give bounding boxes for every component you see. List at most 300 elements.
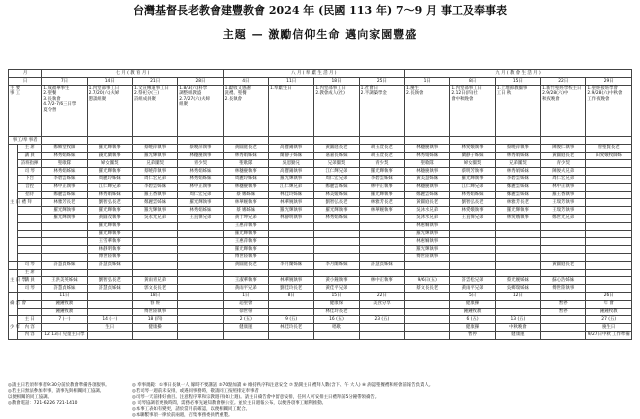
duty-cell: 江仁輝兄弟	[450, 183, 495, 191]
youth-cell: 9/27日中秋 工作準備	[587, 332, 630, 338]
duty-role-label: 講 員	[18, 152, 42, 160]
duty-cell: 林愛娥執事	[450, 207, 495, 215]
duty-cell	[495, 253, 540, 261]
small-cell: 郭文長長老	[132, 285, 177, 293]
duty-cell: 林秀娟姊妹	[314, 214, 359, 222]
small-cell: 15日	[314, 292, 359, 300]
duty-role-label	[18, 207, 42, 215]
duty-cell: 蔡明芳執事	[450, 168, 495, 176]
duty-cell: 錢光蘭執事	[87, 152, 132, 160]
duty-role-label: 主 席	[18, 144, 42, 152]
duty-cell	[541, 230, 586, 238]
duty-cell: 羅光輝執事	[359, 191, 404, 199]
duty-cell: 周仁宏兄弟	[314, 175, 359, 183]
month-header: 九 月 ( 教 會 生 活 月 )	[405, 70, 632, 78]
small-cell	[450, 269, 495, 277]
offering-cell: 李月蘭姊妹	[268, 261, 313, 269]
youth-cell	[314, 331, 359, 339]
small-cell: 鍾鍾牧教	[42, 300, 87, 308]
duty-cell	[359, 246, 404, 254]
youth-cell: 健康運	[495, 331, 540, 339]
small-cell	[178, 300, 223, 308]
event-cell: 1.成福華事生 2.聖餐 3.長執會 4.7/2-7/6三日學 夏令營	[42, 86, 87, 137]
duty-cell	[586, 199, 632, 207]
offering-cell: 許慧貞姊妹	[359, 261, 404, 269]
duty-cell	[541, 246, 586, 254]
small-cell: 健康操	[450, 300, 495, 308]
youth-cell: 林佳玲長老	[268, 324, 313, 332]
small-cell	[268, 308, 313, 316]
duty-cell: 羅光輝執事	[450, 175, 495, 183]
youth-cell: 18 (四)	[132, 316, 177, 324]
duty-cell: 蔡 娜姊妹	[223, 191, 268, 199]
duty-cell	[314, 238, 359, 246]
date-label: 日	[9, 78, 42, 86]
small-cell	[178, 308, 223, 316]
duty-role-label: 司 琴	[18, 168, 42, 176]
small-cell: 22日	[359, 292, 404, 300]
small-cell: 黃雨平兄弟	[223, 285, 268, 293]
duty-cell: 黃圓庭長老	[223, 144, 268, 152]
duty-cell: 吳恩勤兄	[268, 160, 313, 168]
duty-header-spacer	[42, 137, 87, 145]
small-cell: 許慧貞姊妹	[42, 285, 87, 293]
small-cell	[268, 269, 313, 277]
small-cell: 18日	[132, 292, 177, 300]
duty-cell: 傅世陸執事	[87, 253, 132, 261]
duty-cell: 羅光輝執事	[314, 207, 359, 215]
duty-row	[9, 222, 632, 230]
duty-cell: 林美媛姊妹	[314, 191, 359, 199]
small-cell: 林中正執事	[359, 277, 404, 285]
duty-cell: 林秀娟姊妹	[178, 168, 223, 176]
duty-cell: 江仁輝兄弟	[87, 183, 132, 191]
duty-cell: 劉智弘長老	[314, 199, 359, 207]
document-title: 台灣基督長老教會建豐教會 2024 年 (民國 113 年) 7～9 月 事工及奉事表	[133, 4, 507, 17]
duty-cell: 林中正執事	[541, 183, 586, 191]
small-cell	[42, 269, 87, 277]
duty-cell: 蔡 娜姊妹	[223, 207, 268, 215]
note-line: ◎若司琴一週前未安排，或遇同事務時，敬請同工按照排定奉事者	[132, 389, 259, 394]
duty-cell: 林穗慶執事	[405, 168, 450, 176]
event-cell: 1.內堂部事工日 2.教會成人(社)	[314, 86, 359, 137]
small-cell: 黃雨青兄弟	[132, 277, 177, 285]
duty-header-spacer	[314, 137, 359, 145]
small-role-label	[18, 292, 42, 300]
duty-cell: 王瑞芳執事	[541, 207, 586, 215]
duty-cell: 蘭靜子姊妹	[450, 152, 495, 160]
youth-role-label: 內 容	[18, 324, 42, 332]
duty-cell	[42, 222, 87, 230]
small-role-label: 司 琴	[18, 285, 42, 293]
duty-role-label	[18, 253, 42, 261]
small-cell: 劉智弘長老	[87, 277, 132, 285]
duty-role-label: 招待	[18, 191, 42, 199]
duty-cell: 林愛娥執事	[450, 144, 495, 152]
duty-cell	[495, 238, 540, 246]
duty-cell	[586, 175, 632, 183]
schedule-table	[8, 69, 632, 340]
duty-cell: 李碧雲姊妹	[42, 175, 87, 183]
duty-cell: 李碧雲姊妹	[495, 175, 540, 183]
small-cell	[87, 308, 132, 316]
duty-cell	[586, 214, 632, 222]
event-cell: 1.8/3(六)科學 調整組教盛 2.7/27(六)夫婦 組聚	[178, 86, 223, 137]
duty-cell	[495, 246, 540, 254]
duty-cell	[42, 230, 87, 238]
offering-cell	[450, 261, 495, 269]
duty-cell	[268, 238, 313, 246]
duty-cell: 羅光輝執事	[87, 207, 132, 215]
events-row	[9, 86, 632, 137]
date-cell: 15日	[495, 78, 540, 86]
youth-cell: 暫停	[450, 331, 495, 339]
duty-header: 事工/奉 事者	[9, 137, 42, 145]
duty-row	[9, 144, 632, 152]
duty-cell: 林雅芳長老	[495, 199, 540, 207]
duty-cell: 林秀娟姊妹	[450, 191, 495, 199]
duty-cell: 曾聖賢長老	[586, 144, 632, 152]
youth-cell	[359, 331, 404, 339]
small-cell: 9/6日(五)	[405, 277, 450, 285]
small-cell	[495, 308, 540, 316]
duty-cell: 兄弟團契	[495, 160, 540, 168]
youth-cell: 2 (五)	[223, 316, 268, 324]
duty-row	[9, 152, 632, 160]
small-cell: 黃佳平兄弟	[314, 285, 359, 293]
duty-cell: 林惠姍執事	[405, 238, 450, 246]
youth-cell: 健康操	[450, 324, 495, 332]
duty-cell: 蘭靜子姊妹	[268, 152, 313, 160]
duty-cell: 青少契	[541, 160, 586, 168]
offering-cell: 許慧貞姊妹	[87, 261, 132, 269]
duty-cell: 林秀娟姊妹	[87, 191, 132, 199]
duty-cell	[450, 253, 495, 261]
small-cell: 1日	[223, 292, 268, 300]
duty-cell: 吳沐水兄弟	[405, 214, 450, 222]
duty-cell: 王惠萍執事	[223, 222, 268, 230]
month-row	[9, 70, 632, 78]
duty-cell: 羅光輝執事	[178, 199, 223, 207]
duty-cell: 黃圓庭長老	[405, 199, 450, 207]
month-header: 七 月 ( 教 育 月 )	[42, 70, 223, 78]
duty-cell: 鄭麗雲姊妹	[132, 199, 177, 207]
youth-group-label: 少 年	[9, 316, 18, 339]
duty-cell: 林秀娟姊妹	[178, 175, 223, 183]
offering-group	[9, 261, 18, 269]
duty-cell: 羅光輝執事	[87, 230, 132, 238]
duty-cell	[178, 246, 223, 254]
duty-cell	[132, 238, 177, 246]
small-cell: 林華婉執事	[268, 277, 313, 285]
small-cell	[495, 269, 540, 277]
small-cell	[178, 269, 223, 277]
small-cell	[405, 308, 450, 316]
event-cell: 1.慶生 2.長執會	[405, 86, 450, 137]
duty-cell: 羅光輝執事	[87, 222, 132, 230]
small-cell: 美食分享	[359, 300, 404, 308]
duty-cell: 王雪華執事	[87, 238, 132, 246]
duty-cell	[268, 246, 313, 254]
duty-cell: 羅光輝執事	[132, 152, 177, 160]
duty-cell: 羅光輝執事	[268, 175, 313, 183]
duty-row	[9, 160, 632, 168]
youth-cell	[405, 316, 450, 324]
duty-cell: 林秀娟姊妹	[405, 152, 450, 160]
duty-cell	[314, 246, 359, 254]
duty-cell: 鄭鄉堂牧師	[42, 144, 87, 152]
duty-cell: 林華婉執事	[223, 199, 268, 207]
duty-cell	[132, 230, 177, 238]
duty-cell: 林秀娟姊妹	[42, 152, 87, 160]
small-cell: 林佳玲長老	[314, 308, 359, 316]
youth-cell	[42, 324, 87, 332]
small-cell: 11日	[42, 292, 87, 300]
duty-role-label: 下台	[18, 175, 42, 183]
date-row	[9, 78, 632, 86]
duty-cell	[132, 246, 177, 254]
small-cell	[586, 269, 632, 277]
youth-cell	[178, 316, 223, 324]
small-row	[9, 292, 632, 300]
duty-cell: 鄭世光兄弟	[541, 214, 586, 222]
date-cell: 4日	[223, 78, 268, 86]
small-cell	[405, 300, 450, 308]
notes-right	[132, 383, 632, 419]
duty-cell: 李碧雲姊妹	[359, 175, 404, 183]
small-row	[9, 277, 632, 285]
youth-role-label: 內 容	[18, 331, 42, 339]
duty-cell	[132, 222, 177, 230]
offering-cell	[405, 261, 450, 269]
offering-cell	[495, 261, 540, 269]
duty-cell: 林穗慶執事	[405, 183, 450, 191]
date-cell: 11日	[268, 78, 313, 86]
offering-label: 司 琴	[18, 261, 42, 269]
youth-row	[9, 331, 632, 339]
duty-cell: 兄弟團契	[132, 160, 177, 168]
duty-header-spacer	[178, 137, 223, 145]
duty-cell	[268, 230, 313, 238]
small-cell	[178, 277, 223, 285]
date-cell: 29日	[586, 78, 632, 86]
offering-cell: 李月蘭姊妹	[314, 261, 359, 269]
event-cell: 1.上地節教團事 工日 秋	[495, 86, 540, 137]
duty-role-label	[18, 214, 42, 222]
small-cell	[178, 292, 223, 300]
youth-cell: 12 13日 兒童主日學	[42, 331, 87, 339]
youth-cell: 14 (一)	[87, 316, 132, 324]
duty-cell	[178, 253, 223, 261]
duty-cell	[541, 238, 586, 246]
duty-cell: 王直偉兄弟	[178, 214, 223, 222]
small-cell	[178, 285, 223, 293]
small-cell	[359, 285, 404, 293]
youth-cell	[359, 324, 404, 332]
duty-cell: 青少契	[359, 160, 404, 168]
duty-cell	[359, 230, 404, 238]
duty-cell: 周仁宏兄弟	[541, 175, 586, 183]
duty-cell	[42, 246, 87, 254]
duty-row	[9, 191, 632, 199]
small-cell: 26日	[586, 292, 632, 300]
small-row	[9, 285, 632, 293]
duty-cell	[359, 238, 404, 246]
small-cell	[541, 292, 586, 300]
duty-cell: 羅王香執事	[132, 191, 177, 199]
small-cell	[586, 277, 632, 285]
small-cell: 超聖會	[223, 300, 268, 308]
duty-cell: 聖歌隊	[42, 160, 87, 168]
duty-cell: 王直偉兄弟	[450, 214, 495, 222]
event-cell: 1.聖經接班學會 2.9/28(六)中秋會 工作夜晚會	[586, 86, 632, 137]
youth-cell: 唱歌	[314, 324, 359, 332]
duty-cell: 林靜明執事	[87, 246, 132, 254]
duty-cell: 周仁宏兄弟	[178, 191, 223, 199]
small-cell: 王淑華執事	[223, 277, 268, 285]
duty-cell: 羅光輝執事	[42, 207, 87, 215]
duty-cell: 羅光輝執事	[132, 207, 177, 215]
youth-cell: 7 (一)	[42, 316, 87, 324]
duty-cell	[268, 253, 313, 261]
date-cell: 1日	[405, 78, 450, 86]
duty-cell: 羅王香執事	[541, 191, 586, 199]
youth-cell	[405, 331, 450, 339]
duty-cell: 鄭麗雲姊妹	[42, 191, 87, 199]
date-cell: 28日	[178, 78, 223, 86]
small-cell: 劉佳玲長老	[268, 285, 313, 293]
offering-cell	[586, 261, 632, 269]
duty-cell	[268, 222, 313, 230]
youth-cell: 13 (五)	[495, 316, 540, 324]
duty-header-spacer	[541, 137, 586, 145]
duty-header-spacer	[132, 137, 177, 145]
duty-role-label	[18, 222, 42, 230]
youth-row	[9, 324, 632, 332]
duty-cell: 林雅芳長老	[42, 199, 87, 207]
duty-cell	[450, 238, 495, 246]
duty-cell	[586, 160, 632, 168]
duty-cell: 林中正執事	[178, 183, 223, 191]
offering-cell: 黃圓庭長老	[223, 261, 268, 269]
duty-row	[9, 253, 632, 261]
note-line: ◎本聯繫事項一律於前兩週，召集事務委員們重製。	[132, 413, 233, 418]
duty-cell: 劉智弘長老	[450, 199, 495, 207]
youth-cell	[541, 324, 586, 332]
note-line: ◎ 司琴協調者更換時間，需務必事先通知教會辦公室。並於主日週報公布，以便各項事工順利推動。	[132, 401, 327, 406]
duty-role-label	[18, 230, 42, 238]
duty-header-spacer	[359, 137, 404, 145]
duty-cell: 鄭麗雲姊妹	[314, 183, 359, 191]
duty-cell: 林穗慶執事	[223, 168, 268, 176]
duty-cell: 周仁宏兄弟	[132, 175, 177, 183]
duty-row	[9, 168, 632, 176]
duty-cell	[586, 253, 632, 261]
youth-cell: 健康運	[223, 324, 268, 332]
duty-header-spacer	[87, 137, 132, 145]
duty-cell: 聖歌隊	[405, 160, 450, 168]
small-cell: 蔡光婉姊妹	[495, 277, 540, 285]
duty-cell: 吳沐水兄弟	[405, 207, 450, 215]
youth-cell	[178, 324, 223, 332]
small-row	[9, 308, 632, 316]
duty-cell: 羅光輝執事	[359, 168, 404, 176]
duty-cell	[586, 168, 632, 176]
duty-cell: 嘉嘉長姊妹	[314, 152, 359, 160]
duty-cell: 周麗玲姊妹	[223, 175, 268, 183]
youth-cell	[178, 331, 223, 339]
small-cell	[87, 269, 132, 277]
duty-cell: 胡玉萱長老	[359, 144, 404, 152]
small-cell: 傅世陸執事	[132, 308, 177, 316]
youth-cell	[541, 316, 586, 324]
offering-cell: 黃圓庭長老	[541, 261, 586, 269]
youth-cell: 中秋晚會	[495, 324, 540, 332]
offering-cell: 許慧貞姊妹	[42, 261, 87, 269]
duty-cell: 林愛娥執事	[495, 214, 540, 222]
month-header: 八 月 ( 奉 獻 生 活 月 )	[223, 70, 404, 78]
date-cell: 7日	[42, 78, 87, 86]
note-line: ◎本事工表如有變更，請於當月前確認，以便相關同工配合。	[132, 407, 250, 412]
duty-row	[9, 207, 632, 215]
duty-cell	[359, 214, 404, 222]
duty-cell: 陳俊仁執事	[541, 144, 586, 152]
duty-cell: 林穗慶執事	[223, 183, 268, 191]
event-cell: 1.奉獻生日	[268, 86, 313, 137]
duty-cell: 林秀娟姊妹	[223, 152, 268, 160]
events-label: 主 要 事 工	[9, 86, 42, 137]
duty-cell	[359, 253, 404, 261]
small-role-label: 講 員	[18, 277, 42, 285]
note-line: ◎ 奉事規範：①事日長執一人 嫁時不要講話 ⑤70點加讀 ⑥ 維持秩序和注意安全 ⑦ 點開主日禮拜人數(含下、午 大人) ⑧ 詢認聖餐禮和經會前報告負責人。	[132, 383, 434, 388]
duty-cell: 王瑞芳執事	[541, 199, 586, 207]
note-line: ◎請主日若須奉事者9:30分前於教會準備各項服事。	[8, 383, 110, 388]
duty-cell	[314, 222, 359, 230]
small-cell: 黃小鐘執事	[314, 277, 359, 285]
duty-cell: 黃圓庭長老	[541, 152, 586, 160]
duty-cell: 蔡曉萍執事	[495, 144, 540, 152]
duty-cell	[42, 253, 87, 261]
youth-role-label: 主 日	[18, 316, 42, 324]
duty-cell: 黃圓茂執事	[87, 214, 132, 222]
youth-cell	[541, 331, 586, 339]
small-cell: 許慧貞姊妹	[87, 285, 132, 293]
duty-cell: 田愛娥牧師姊	[586, 152, 632, 160]
duty-header-spacer	[586, 137, 632, 145]
duty-cell: 黃美慧姊妹	[405, 175, 450, 183]
date-cell: 25日	[359, 78, 404, 86]
duty-cell: 黃圓庭長老	[314, 144, 359, 152]
duty-cell	[541, 253, 586, 261]
duty-cell: 吳永光兄弟	[132, 214, 177, 222]
duty-cell: 林中正執事	[42, 183, 87, 191]
small-row	[9, 269, 632, 277]
offering-cell	[178, 261, 223, 269]
duty-cell: 林華婉執事	[268, 199, 313, 207]
duty-cell	[586, 238, 632, 246]
duty-cell	[586, 207, 632, 215]
event-cell: 1.社會日 2.半調築學金	[359, 86, 404, 137]
small-cell: 12日	[495, 292, 540, 300]
small-cell: 8日	[268, 292, 313, 300]
youth-cell: 慶生日	[586, 324, 632, 332]
small-cell: 徐世帶	[223, 308, 268, 316]
youth-cell: 16 (五)	[314, 316, 359, 324]
duty-role-label	[18, 246, 42, 254]
small-cell	[541, 269, 586, 277]
duty-cell: 江仁輝兄弟	[314, 168, 359, 176]
duty-cell: 高寶錫執事	[268, 168, 313, 176]
